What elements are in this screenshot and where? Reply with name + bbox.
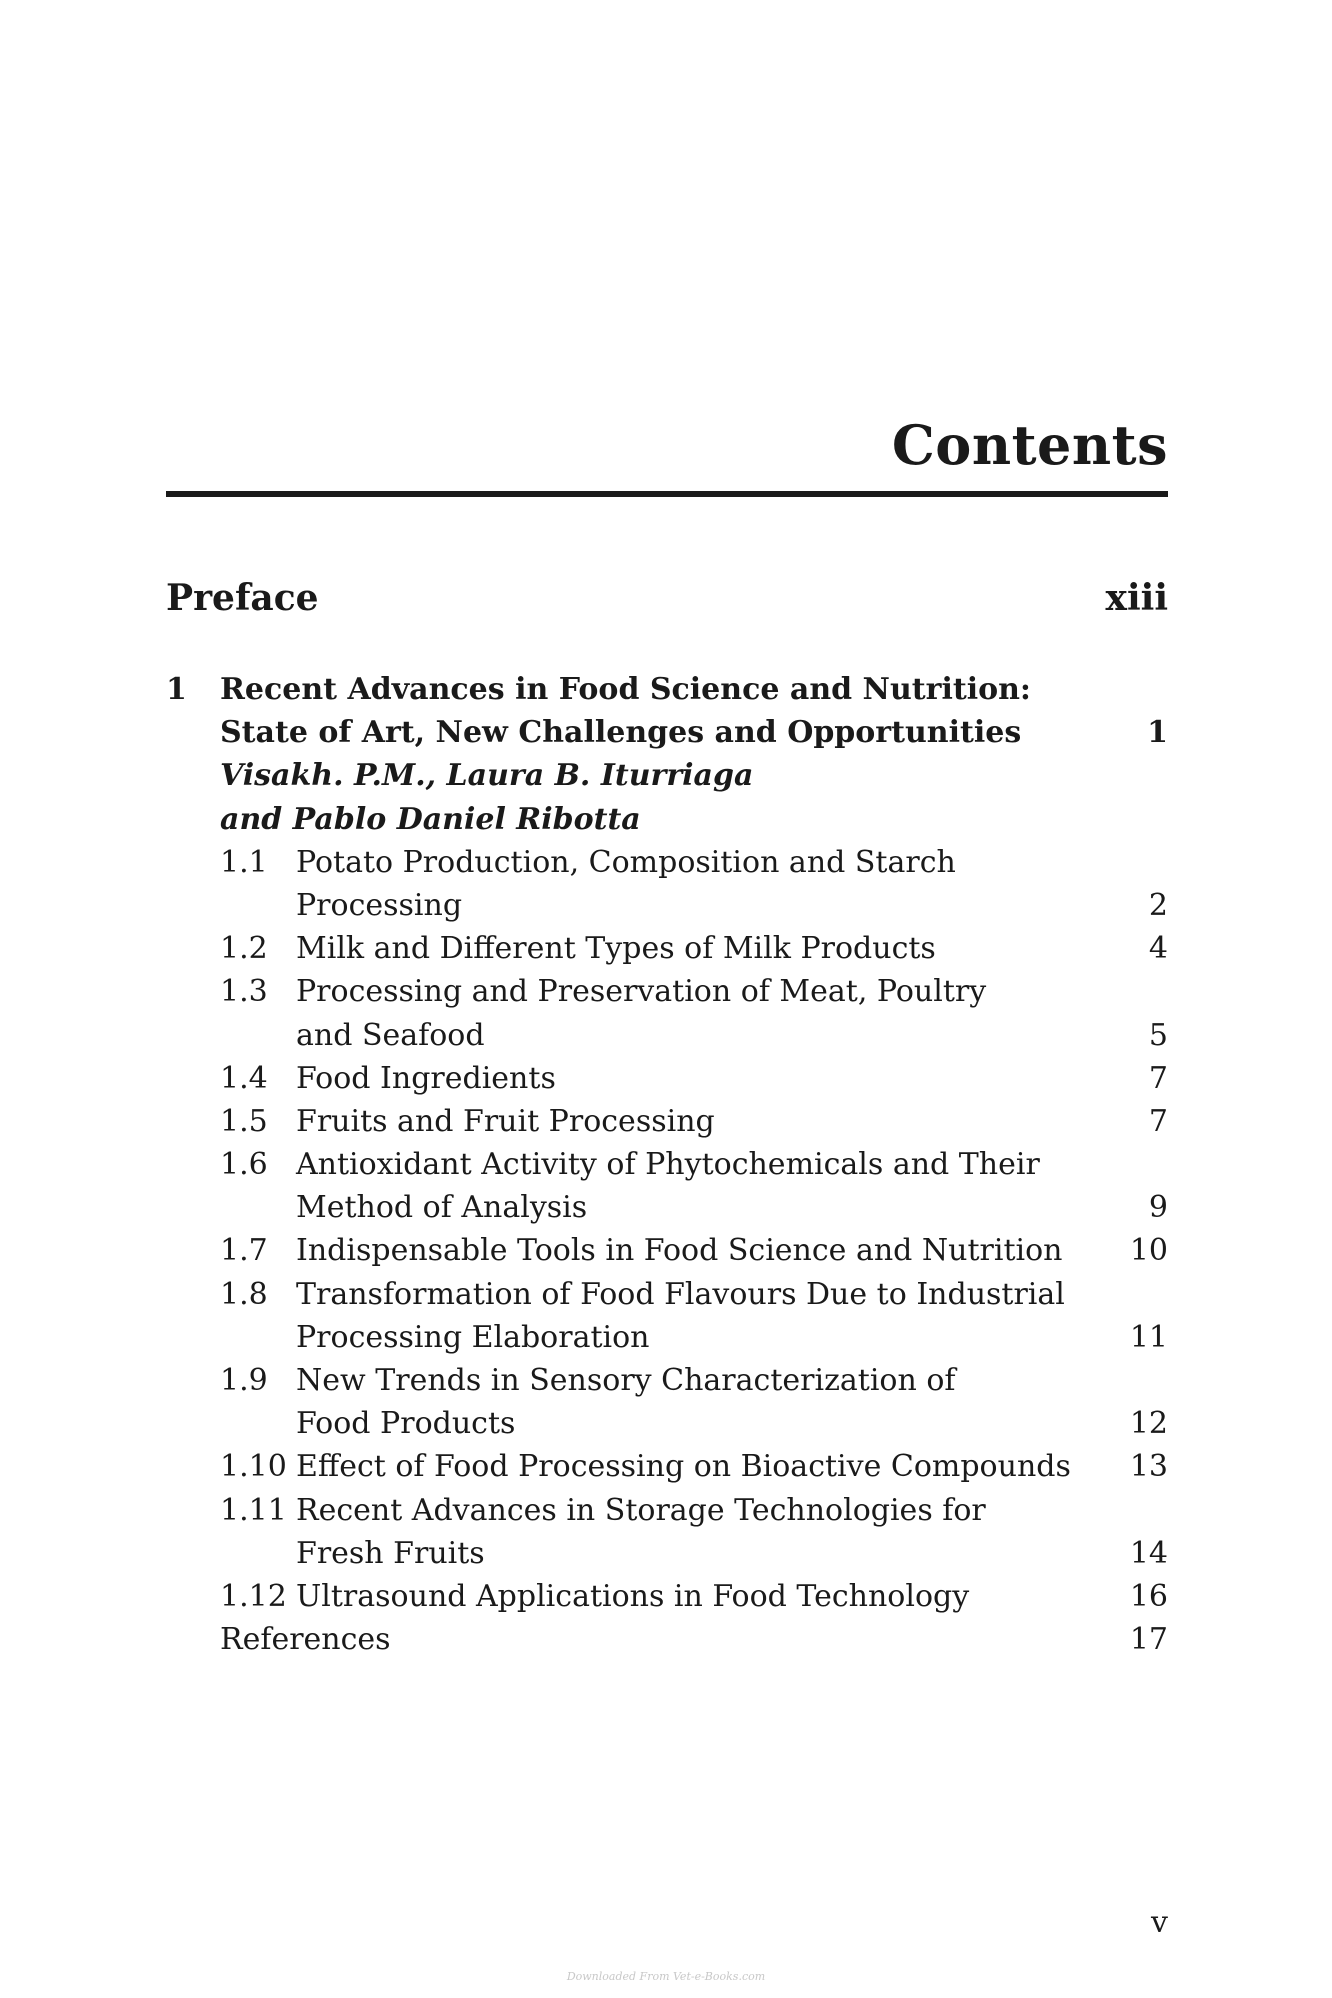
references-page: 17 [1129,1622,1168,1658]
chapter-number: 1 [166,672,187,707]
watermark: Downloaded From Vet-e-Books.com [566,1970,766,1983]
section-number: 1.7 [220,1233,268,1269]
section-number: 1.11 [220,1492,287,1528]
section-number: 1.3 [220,974,268,1010]
preface-label: Preface [166,577,319,619]
section-list [166,841,1168,1618]
toc-entry-1-2[interactable] [166,927,1168,970]
section-title: Processing [296,887,463,923]
section-page: 11 [1129,1319,1168,1355]
section-number: 1.10 [220,1449,287,1485]
page-folio: v [1151,1905,1168,1940]
section-number: 1.5 [220,1103,268,1139]
toc-entry-1-4[interactable] [166,1057,1168,1100]
section-page: 12 [1129,1406,1168,1442]
toc-entry-1-9-line-2[interactable] [166,1402,1168,1445]
toc-entry-1-8-line-1[interactable] [166,1273,1168,1316]
section-title: and Seafood [296,1017,485,1053]
section-title: Fresh Fruits [296,1535,485,1571]
section-number: 1.2 [220,931,268,967]
section-title: Method of Analysis [296,1190,588,1226]
toc-entry-1-1-line-1[interactable] [166,841,1168,884]
toc-entry-1-5[interactable] [166,1100,1168,1143]
toc-entry-1-8-line-2[interactable] [166,1316,1168,1359]
section-title: Transformation of Food Flavours Due to Industrial [296,1276,1065,1312]
references-entry[interactable] [166,1618,1168,1661]
section-page: 7 [1148,1060,1168,1096]
chapter-page: 1 [1147,715,1168,751]
section-title: Recent Advances in Storage Technologies for [296,1492,986,1528]
chapter-title-line-1[interactable] [166,668,1168,711]
preface-entry[interactable] [166,577,1168,619]
references-label: References [220,1622,391,1658]
section-number: 1.8 [220,1276,268,1312]
toc-entry-1-6-line-1[interactable] [166,1143,1168,1186]
section-title: Indispensable Tools in Food Science and Nutrition [296,1233,1063,1269]
chapter-authors-line-2 [166,798,1168,841]
section-page: 4 [1148,931,1168,967]
toc-entry-1-9-line-1[interactable] [166,1359,1168,1402]
section-page: 13 [1129,1449,1168,1485]
title-rule [166,491,1168,497]
toc-entry-1-3-line-2[interactable] [166,1014,1168,1057]
toc-entry-1-11-line-2[interactable] [166,1532,1168,1575]
preface-page: xiii [1105,577,1168,619]
section-title: Potato Production, Composition and Starch [296,844,956,880]
toc-entry-1-7[interactable] [166,1229,1168,1272]
section-title: Food Products [296,1406,516,1442]
chapter-title-text-1: Recent Advances in Food Science and Nutrition: [220,672,1031,707]
chapter-title-line-2[interactable] [166,711,1168,754]
section-page: 5 [1148,1017,1168,1053]
section-page: 2 [1148,887,1168,923]
toc-entry-1-10[interactable] [166,1445,1168,1488]
toc-entry-1-6-line-2[interactable] [166,1186,1168,1229]
section-page: 7 [1148,1103,1168,1139]
section-title: Food Ingredients [296,1060,556,1096]
toc-entry-1-12[interactable] [166,1575,1168,1618]
section-title: Processing and Preservation of Meat, Poultry [296,974,987,1010]
chapter-authors-line-1 [166,754,1168,797]
section-title: Effect of Food Processing on Bioactive Compounds [296,1449,1071,1485]
chapter-authors-text-1: Visakh. P.M., Laura B. Iturriaga [220,758,754,794]
section-title: Milk and Different Types of Milk Products [296,931,936,967]
chapter-toc [166,668,1168,1661]
section-number: 1.9 [220,1363,268,1398]
chapter-authors-text-2: and Pablo Daniel Ribotta [220,801,641,837]
section-title: Antioxidant Activity of Phytochemicals and Their [296,1147,1040,1183]
section-page: 9 [1148,1190,1168,1226]
section-number: 1.1 [220,844,268,880]
section-title: New Trends in Sensory Characterization of [296,1363,956,1398]
section-page: 14 [1129,1535,1168,1571]
section-title: Fruits and Fruit Processing [296,1103,715,1139]
section-number: 1.6 [220,1147,268,1183]
section-number: 1.4 [220,1060,268,1096]
section-title: Processing Elaboration [296,1319,650,1355]
toc-entry-1-1-line-2[interactable] [166,884,1168,927]
chapter-title-text-2: State of Art, New Challenges and Opportunities [220,715,1022,751]
section-number: 1.12 [220,1578,287,1614]
section-page: 10 [1129,1233,1168,1269]
section-page: 16 [1129,1578,1168,1614]
toc-entry-1-3-line-1[interactable] [166,970,1168,1013]
page-title: Contents [891,413,1168,477]
section-title: Ultrasound Applications in Food Technology [296,1578,970,1614]
toc-entry-1-11-line-1[interactable] [166,1489,1168,1532]
